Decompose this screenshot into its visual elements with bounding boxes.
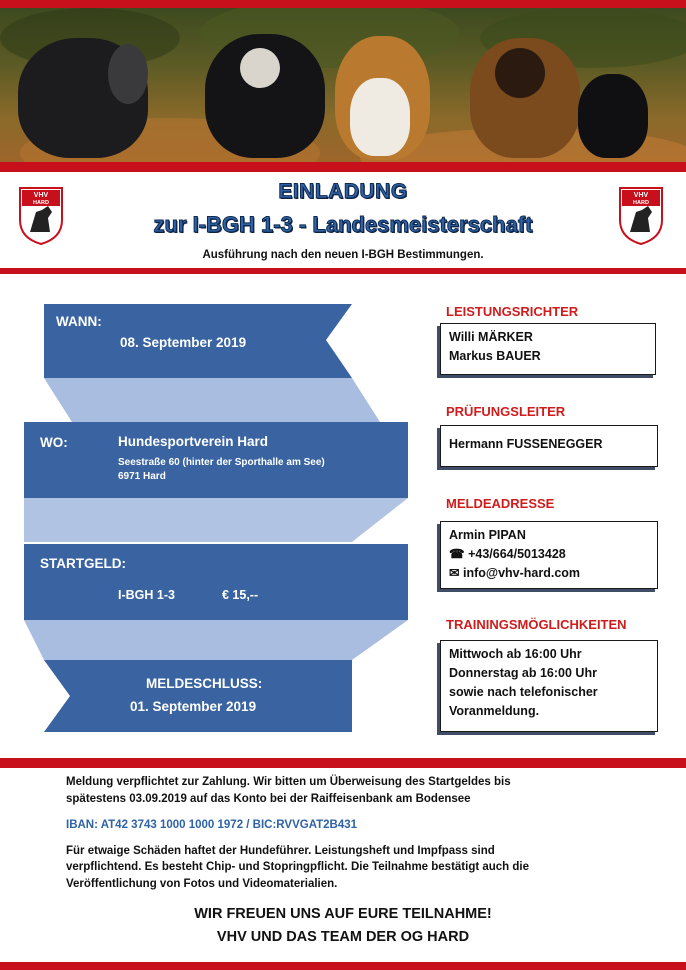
pruefungsleiter-box — [440, 425, 658, 467]
wo-address1: Seestraße 60 (hinter der Sporthalle am See) — [118, 457, 325, 468]
liability-line-1: Für etwaige Schäden haftet der Hundeführer. Leistungsheft und Impfpass sind — [66, 845, 495, 857]
logo-text-bottom: HARD — [33, 200, 49, 206]
payment-line-1: Meldung verpflichtet zur Zahlung. Wir bitten um Überweisung des Startgeldes bis — [66, 776, 511, 788]
training-box — [440, 640, 658, 732]
payment-line-2: spätestens 03.09.2019 auf das Konto bei der Raiffeisenbank am Bodensee — [66, 793, 471, 805]
dogs-photo — [0, 8, 686, 166]
meldeadresse-box — [440, 521, 658, 589]
startgeld-label: STARTGELD: — [40, 556, 126, 571]
panel-bottom-bar — [0, 758, 686, 768]
wo-address2: 6971 Hard — [118, 471, 166, 482]
phone-icon: ☎ — [449, 547, 465, 561]
leistungsrichter-box — [440, 323, 656, 375]
title-einladung: EINLADUNG — [278, 180, 408, 203]
closing-line-2: VHV UND DAS TEAM DER OG HARD — [216, 929, 470, 945]
leistungsrichter-label: LEISTUNGSRICHTER — [446, 304, 579, 319]
iban: IBAN: AT42 3743 1000 1000 1972 / BIC:RVVGAT2B431 — [66, 819, 358, 831]
dog-5 — [578, 74, 648, 158]
meldeadresse-name: Armin PIPAN — [449, 528, 526, 542]
logo-text-top: VHV — [33, 192, 49, 199]
meldeadresse-email[interactable]: info@vhv-hard.com — [462, 566, 581, 580]
meldeadresse-label: MELDEADRESSE — [446, 496, 555, 511]
meldeadresse-phone: +43/664/5013428 — [468, 547, 566, 561]
wo-label: WO: — [40, 435, 68, 450]
startgeld-fee: € 15,-- — [222, 588, 259, 602]
bottom-bar — [0, 962, 686, 970]
closing-line-1: WIR FREUEN UNS AUF EURE TEILNAHME! — [194, 906, 492, 922]
wann-date: 08. September 2019 — [120, 335, 247, 350]
training-line-4: Voranmeldung. — [449, 704, 540, 718]
logo-text-bottom: HARD — [633, 200, 649, 206]
email-icon: ✉ — [449, 566, 460, 580]
wann-label: WANN: — [56, 314, 102, 329]
liability-line-3: Veröffentlichung von Fotos und Videomaterialien. — [66, 878, 338, 890]
meldeschluss-date: 01. September 2019 — [130, 699, 257, 714]
pruefungsleiter-name: Hermann FUSSENEGGER — [449, 437, 603, 451]
training-line-2: Donnerstag ab 16:00 Uhr — [449, 666, 597, 680]
photo-bottom-bar — [0, 162, 686, 172]
logo-text-top: VHV — [633, 192, 649, 199]
top-bar — [0, 0, 686, 8]
judge-name-1: Willi MÄRKER — [449, 330, 533, 344]
judge-name-2: Markus BAUER — [449, 349, 541, 363]
training-line-3: sowie nach telefonischer — [449, 685, 598, 699]
liability-line-2: verpflichtend. Es besteht Chip- und Stopringpflicht. Die Teilnahme bestätigt auch die — [66, 861, 530, 873]
wo-venue: Hundesportverein Hard — [118, 434, 269, 449]
meldeschluss-label: MELDESCHLUSS: — [146, 676, 263, 691]
training-label: TRAININGSMÖGLICHKEITEN — [446, 617, 627, 632]
startgeld-class: I-BGH 1-3 — [118, 588, 175, 602]
title-event: zur I-BGH 1-3 - Landesmeisterschaft — [153, 212, 533, 237]
training-line-1: Mittwoch ab 16:00 Uhr — [449, 647, 582, 661]
subtitle: Ausführung nach den neuen I-BGH Bestimmungen. — [202, 249, 484, 261]
pruefungsleiter-label: PRÜFUNGSLEITER — [446, 404, 566, 419]
